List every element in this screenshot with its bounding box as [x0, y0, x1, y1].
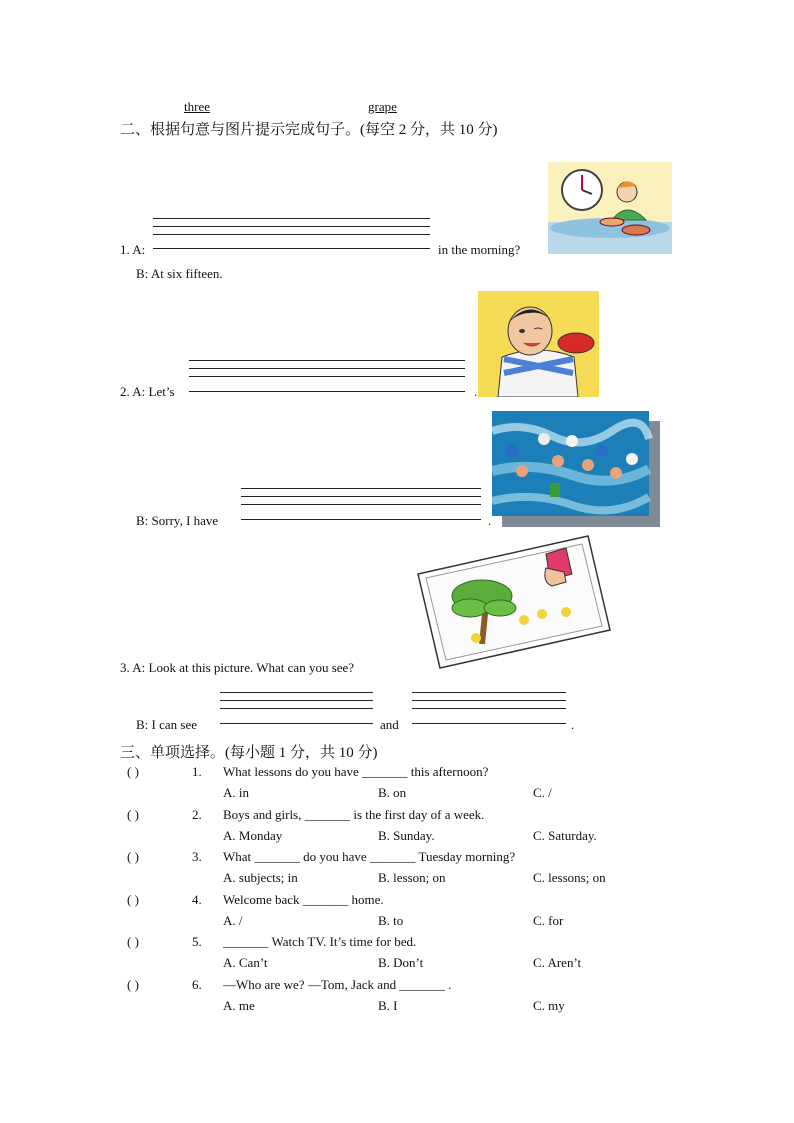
q2-b-prefix: B: Sorry, I have	[136, 513, 219, 528]
answer-paren[interactable]: ( )	[127, 934, 139, 950]
q3-b-prefix: B: I can see	[136, 717, 198, 732]
option-c[interactable]: C. Aren’t	[533, 955, 582, 971]
option-a[interactable]: A. /	[223, 912, 243, 928]
option-a[interactable]: A. in	[223, 785, 249, 800]
question-number: 4.	[192, 891, 202, 907]
q2-a-end: .	[474, 384, 478, 399]
option-a[interactable]: A. Monday	[223, 827, 283, 843]
question-text: Boys and girls, _______ is the first day of a week.	[223, 806, 485, 822]
question-text: Welcome back _______ home.	[223, 891, 384, 907]
option-c[interactable]: C. /	[533, 785, 552, 800]
option-c[interactable]: C. Saturday.	[533, 827, 597, 843]
option-c[interactable]: C. my	[533, 998, 565, 1013]
q2-b-end: .	[488, 513, 492, 528]
answer-paren[interactable]: ( )	[127, 891, 139, 907]
section3-heading: 三、单项选择。(每小题 1 分，共 10 分)	[120, 745, 378, 761]
option-b[interactable]: B. lesson; on	[378, 870, 446, 886]
option-b[interactable]: B. Sunday.	[378, 827, 435, 843]
question-text: _______ Watch TV. It’s time for bed.	[223, 934, 417, 950]
question-number: 3.	[192, 849, 202, 865]
answer-paren[interactable]: ( )	[127, 977, 139, 992]
option-a[interactable]: A. subjects; in	[223, 870, 298, 886]
swimming-picture	[492, 411, 660, 527]
option-c[interactable]: C. for	[533, 912, 564, 928]
word-three: three	[184, 99, 210, 114]
option-a[interactable]: A. Can’t	[223, 955, 268, 971]
answer-paren[interactable]: ( )	[127, 764, 139, 779]
question-number: 2.	[192, 806, 202, 822]
breakfast-picture	[548, 162, 672, 254]
option-b[interactable]: B. I	[378, 998, 398, 1013]
q3-b-mid: and	[380, 717, 399, 732]
option-b[interactable]: B. to	[378, 912, 404, 928]
q1-b: B: At six fifteen.	[136, 266, 223, 281]
q2-a-prefix: 2. A: Let’s	[120, 384, 175, 399]
section2-heading: 二、根据句意与图片提示完成句子。(每空 2 分，共 10 分)	[120, 122, 498, 138]
option-b[interactable]: B. Don’t	[378, 955, 424, 971]
ping-pong-picture	[478, 291, 599, 397]
option-c[interactable]: C. lessons; on	[533, 870, 606, 886]
question-text: What _______ do you have _______ Tuesday morning?	[223, 849, 516, 865]
question-number: 5.	[192, 934, 202, 950]
answer-paren[interactable]: ( )	[127, 806, 139, 822]
q3-a: 3. A: Look at this picture. What can you see?	[120, 660, 355, 675]
q1-a-suffix: in the morning?	[438, 242, 521, 257]
answer-paren[interactable]: ( )	[127, 849, 139, 865]
tree-flowers-picture	[416, 534, 612, 670]
word-grape: grape	[368, 99, 397, 114]
question-number: 6.	[192, 977, 202, 992]
q1-a-prefix: 1. A:	[120, 242, 146, 257]
question-text: —Who are we? —Tom, Jack and _______ .	[223, 977, 452, 992]
option-b[interactable]: B. on	[378, 785, 407, 800]
q3-b-end: .	[571, 717, 575, 732]
question-number: 1.	[192, 764, 202, 779]
question-text: What lessons do you have _______ this afternoon?	[223, 764, 489, 779]
option-a[interactable]: A. me	[223, 998, 255, 1013]
